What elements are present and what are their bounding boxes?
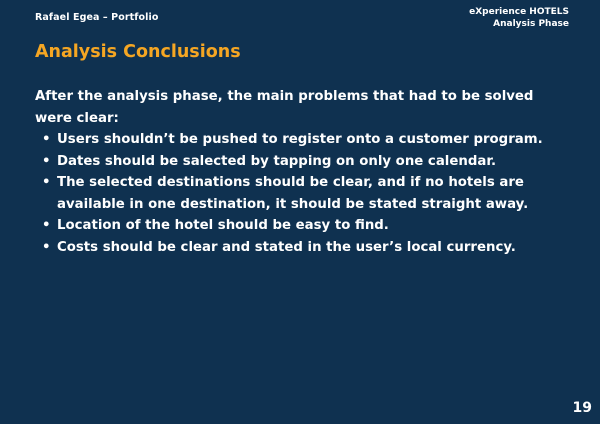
author-label: Rafael Egea – Portfolio xyxy=(35,12,159,23)
list-item-text: Users shouldn’t be pushed to register onto a customer program. xyxy=(57,132,543,147)
project-phase: Analysis Phase xyxy=(493,18,569,29)
list-item xyxy=(35,237,565,259)
list-item-text: Costs should be clear and stated in the user’s local currency. xyxy=(57,239,516,255)
list-item-text: Location of the hotel should be easy to find. xyxy=(57,218,389,233)
list-item xyxy=(35,172,565,215)
list-item xyxy=(35,151,565,173)
bullet-icon: • xyxy=(42,175,51,190)
bullet-icon: • xyxy=(42,153,51,169)
slide-title: Analysis Conclusions xyxy=(35,42,241,62)
project-label xyxy=(469,7,569,30)
list-item xyxy=(35,215,565,237)
intro-paragraph: After the analysis phase, the main problems that had to be solved were clear: xyxy=(35,89,534,126)
list-item xyxy=(35,129,565,151)
page-number: 19 xyxy=(572,400,592,416)
slide-body xyxy=(35,86,565,258)
bullet-icon: • xyxy=(42,132,51,147)
list-item-text: Dates should be salected by tapping on only one calendar. xyxy=(57,153,497,169)
bullet-icon: • xyxy=(42,239,51,255)
list-item-text: The selected destinations should be clear, and if no hotels are available in one destination, it should be stated straight away. xyxy=(57,175,529,212)
project-name: eXperience HOTELS xyxy=(469,7,569,17)
bullet-icon: • xyxy=(42,218,51,233)
conclusions-list xyxy=(35,129,565,258)
